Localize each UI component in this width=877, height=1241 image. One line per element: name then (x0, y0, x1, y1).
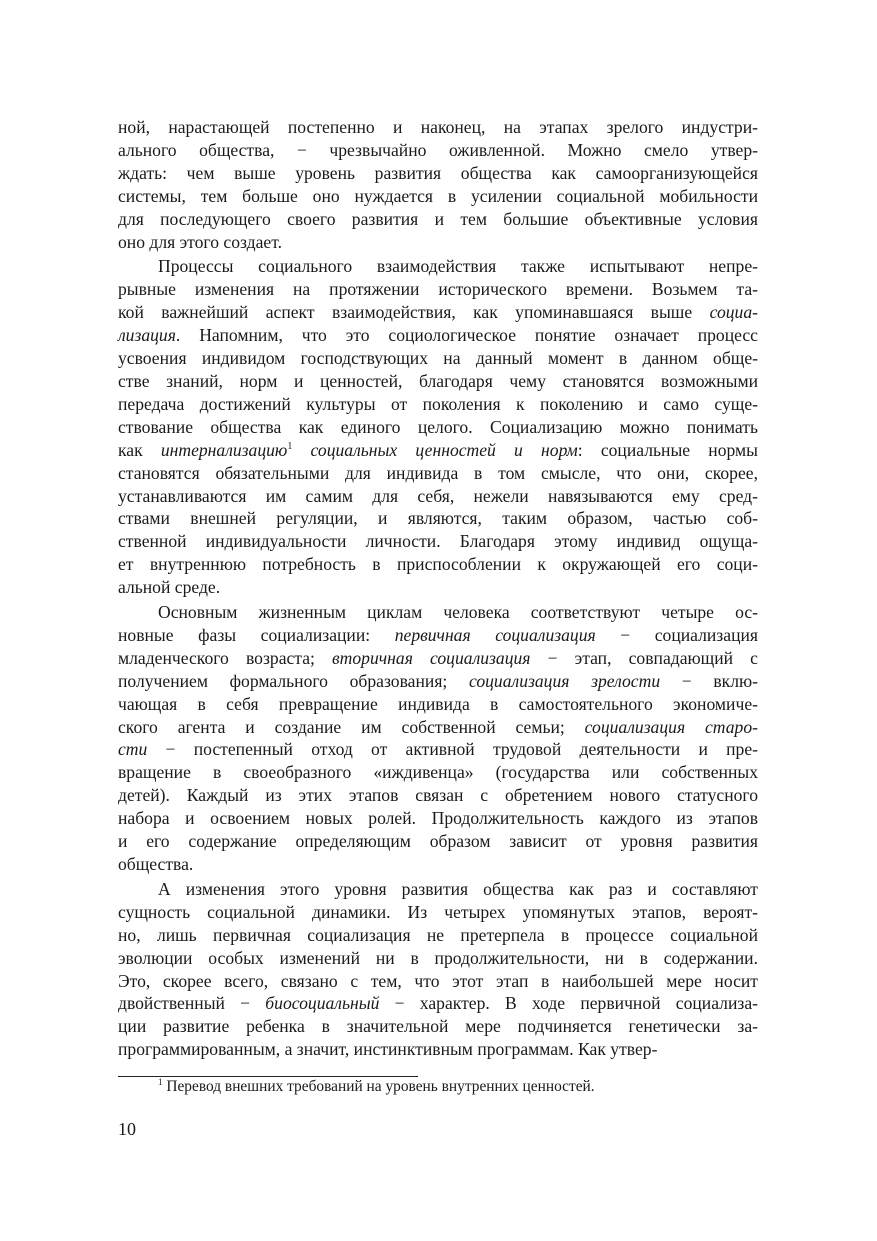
italic-term: первичная социализация (394, 624, 596, 645)
text-run: для последующего своего развития и тем большие объективные условия (118, 208, 758, 229)
text-run: − социализация (595, 624, 758, 645)
text-run: эволюции особых изменений ни в продолжительности, ни в содержании. (118, 947, 758, 968)
text-line (118, 693, 758, 716)
text-run: набора и освоением новых ролей. Продолжительность каждого из этапов (118, 808, 758, 829)
footnote (158, 1078, 595, 1096)
text-line (118, 716, 758, 739)
text-run: ет внутреннюю потребность в приспособлении к окружающей его соци- (118, 554, 758, 575)
footnote-divider (118, 1076, 418, 1077)
footnote-text: Перевод внешних требований на уровень внутренних ценностей. (166, 1078, 595, 1095)
text-run: новные фазы социализации: (118, 624, 395, 645)
text-run: рывные изменения на протяжении исторического времени. Возьмем та- (118, 279, 758, 300)
paragraph (118, 878, 758, 1061)
text-run: системы, тем больше оно нуждается в усилении социальной мобильности (118, 185, 758, 206)
text-run: Основным жизненным циклам человека соответствуют четыре ос- (158, 602, 758, 623)
text-line (118, 485, 758, 508)
text-run: младенческого возраста; (118, 647, 333, 668)
italic-term: вторичная социализация (332, 647, 531, 668)
text-line (118, 370, 758, 393)
text-line (118, 553, 758, 576)
text-line (118, 878, 758, 901)
text-run: − постепенный отход от активной трудовой деятельности и пре- (147, 739, 758, 760)
text-line (118, 970, 758, 993)
text-run: передача достижений культуры от поколения к поколению и само суще- (118, 393, 758, 414)
text-line (118, 670, 758, 693)
text-run: ствами внешней регуляции, и являются, таким образом, частью соб- (118, 508, 758, 529)
text-line (118, 924, 758, 947)
text-line (118, 278, 758, 301)
paragraph (118, 116, 758, 253)
text-line (118, 807, 758, 830)
paragraph (118, 255, 758, 599)
text-run: − характер. В ходе первичной социализа- (379, 993, 758, 1014)
text-run: и его содержание определяющим образом зависит от уровня развития (118, 831, 758, 852)
text-run: Это, скорее всего, связано с тем, что этот этап в наибольшей мере носит (118, 970, 758, 991)
text-line (118, 576, 758, 599)
text-line (118, 624, 758, 647)
text-line (118, 255, 758, 278)
text-run: Процессы социального взаимодействия также испытывают непре- (158, 256, 758, 277)
text-line (118, 462, 758, 485)
italic-term: социализация зрелости (468, 670, 661, 691)
text-line (118, 601, 758, 624)
text-run: становятся обязательными для индивида в том смысле, что они, скорее, (118, 462, 758, 483)
text-line (118, 992, 758, 1015)
text-line (118, 185, 758, 208)
text-run: ального общества, − чрезвычайно оживленной. Можно смело утвер- (118, 139, 758, 160)
text-line (118, 439, 758, 462)
text-run: оно для этого создает. (118, 231, 282, 252)
text-run: чающая в себя превращение индивида в самостоятельного экономиче- (118, 693, 758, 714)
text-line (118, 301, 758, 324)
text-run: устанавливаются им самим для себя, нежели навязываются ему сред- (118, 485, 758, 506)
italic-term: социальных ценностей и норм (310, 439, 578, 460)
text-line (118, 116, 758, 139)
italic-term: биосоциальный (265, 993, 380, 1014)
text-run: ствование общества как единого целого. Социализацию можно понимать (118, 416, 758, 437)
italic-term: социализация старо- (584, 716, 758, 737)
text-run: общества. (118, 854, 194, 874)
text-run: ского агента и создание им собственной семьи; (118, 716, 585, 737)
footnote-marker: 1 (158, 1077, 163, 1087)
text-run (292, 440, 310, 460)
text-run: сущность социальной динамики. Из четырех упомянутых этапов, вероят- (118, 901, 758, 922)
text-run: ной, нарастающей постепенно и наконец, на этапах зрелого индустри- (118, 117, 758, 137)
text-line (118, 784, 758, 807)
page-body (118, 116, 758, 1063)
text-line (118, 231, 758, 254)
italic-term: интернализацию (160, 439, 288, 460)
text-line (118, 324, 758, 347)
text-line (118, 208, 758, 231)
text-run: как (118, 439, 161, 460)
text-run: детей). Каждый из этих этапов связан с обретением нового статусного (118, 785, 758, 806)
text-line (118, 853, 758, 876)
italic-term: лизация (118, 325, 176, 346)
text-run: получением формального образования; (118, 670, 469, 691)
text-run: − этап, совпадающий с (530, 647, 758, 668)
text-run: − вклю- (660, 670, 759, 691)
text-run: кой важнейший аспект взаимодействия, как упоминавшаяся выше (118, 302, 710, 323)
text-line (118, 1038, 758, 1061)
text-run: ждать: чем выше уровень развития общества как самоорганизующейся (118, 162, 758, 183)
text-run: но, лишь первичная социализация не претерпела в процессе социальной (118, 924, 758, 945)
italic-term: сти (118, 739, 148, 760)
text-line (118, 647, 758, 670)
footnote-ref: 1 (287, 440, 293, 452)
text-line (118, 761, 758, 784)
text-run: : социальные нормы (577, 439, 758, 460)
text-run: вращение в своеобразного «иждивенца» (государства или собственных (118, 762, 758, 783)
text-run: стве знаний, норм и ценностей, благодаря чему становятся возможными (118, 370, 758, 391)
text-run: усвоения индивидом господствующих на данный момент в данном обще- (118, 348, 758, 369)
text-line (118, 507, 758, 530)
text-run: двойственный − (118, 993, 266, 1014)
text-line (118, 162, 758, 185)
text-line (118, 416, 758, 439)
text-line (118, 830, 758, 853)
text-run: . Напомним, что это социологическое понятие означает процесс (175, 325, 758, 346)
text-line (118, 947, 758, 970)
text-line (118, 347, 758, 370)
text-line (118, 139, 758, 162)
text-run: программированным, а значит, инстинктивным программам. Как утвер- (118, 1039, 658, 1060)
italic-term: социа- (709, 302, 758, 323)
text-line (118, 738, 758, 761)
paragraph (118, 601, 758, 876)
text-line (118, 1015, 758, 1038)
text-line (118, 901, 758, 924)
text-line (118, 393, 758, 416)
text-run: ственной индивидуальности личности. Благодаря этому индивид ощуща- (118, 531, 758, 552)
page-number: 10 (118, 1119, 136, 1139)
text-run: А изменения этого уровня развития общества как раз и составляют (158, 878, 758, 899)
text-run: ции развитие ребенка в значительной мере подчиняется генетически за- (118, 1016, 758, 1037)
text-line (118, 530, 758, 553)
text-run: альной среде. (118, 577, 221, 598)
